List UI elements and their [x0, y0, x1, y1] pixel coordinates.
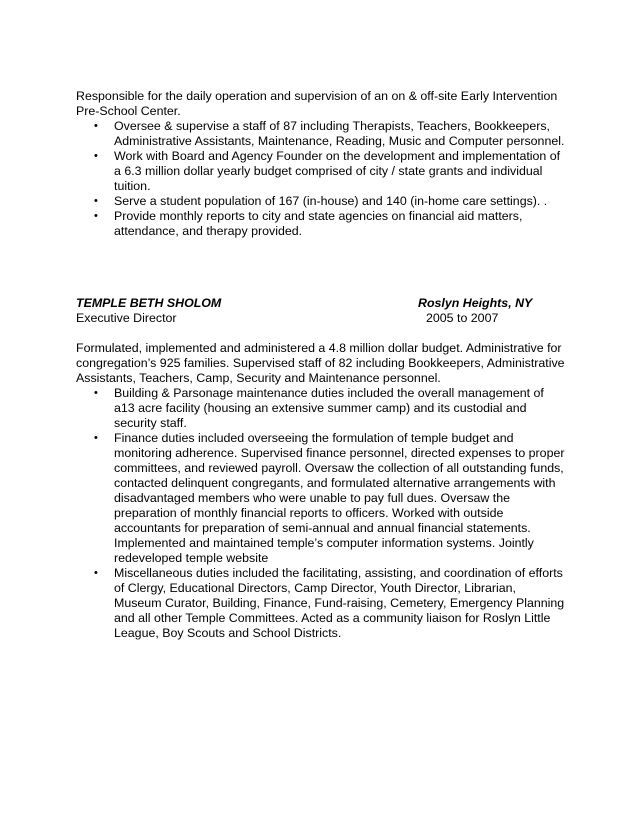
job-role-row — [76, 311, 566, 326]
list-item — [76, 566, 566, 641]
list-item-text: Serve a student population of 167 (in-house) and 140 (in-home care settings). . — [114, 194, 548, 208]
list-item-text: Oversee & supervise a staff of 87 including Therapists, Teachers, Bookkeepers, Administrative Assistants, Maintenance, Reading, Music and Computer personnel. — [114, 119, 565, 148]
intro-paragraph: Responsible for the daily operation and supervision of an on & off-site Early Intervention Pre-School Center. — [76, 89, 558, 118]
list-item — [76, 431, 566, 566]
bullet-icon: • — [94, 567, 98, 579]
job-summary: Formulated, implemented and administered a 4.8 million dollar budget. Administrative for congregation’s 925 families. Supervised staff of 82 including Bookkeepers, Administrative Assistants, Teachers, Camp, Security and Maintenance personnel. — [76, 341, 565, 385]
list-item — [76, 209, 566, 239]
temple-beth-sholom-section — [76, 296, 566, 641]
duties-list — [76, 386, 566, 641]
bullet-icon: • — [94, 195, 98, 207]
bullet-icon: • — [94, 210, 98, 222]
list-item — [76, 194, 566, 209]
list-item — [76, 386, 566, 431]
bullet-icon: • — [94, 387, 98, 399]
list-item — [76, 119, 566, 149]
organization-name: TEMPLE BETH SHOLOM — [76, 296, 222, 310]
bullet-icon: • — [94, 150, 98, 162]
list-item-text: Miscellaneous duties included the facilitating, assisting, and coordination of efforts of Clergy, Educational Directors, Camp Director, Youth Director, Librarian, Museum Curator, Building, Finance, Fund-raising, Cemetery, Emergency Planning and all other Temple Committees. Acted as a community liaison for Roslyn Little League, Boy Scouts and School Districts. — [114, 566, 565, 640]
list-item-text: Building & Parsonage maintenance duties included the overall management of a13 acre facility (housing an extensive summer camp) and its custodial and security staff. — [114, 386, 544, 430]
list-item-text: Finance duties included overseeing the formulation of temple budget and monitoring adherence. Supervised finance personnel, directed expenses to proper committees, and reviewed payroll. Oversaw the collection of all outstanding funds, contacted delinquent congregants, and formulated alternative arrangements with disadvantaged members who were unable to pay full dues. Oversaw the preparation of monthly financial reports to officers. Worked with outside accountants for preparation of semi-annual and annual financial statements. Implemented and maintained temple’s computer information systems. Jointly redeveloped temple website — [114, 431, 565, 565]
bullet-icon: • — [94, 432, 98, 444]
job-title: Executive Director — [76, 311, 177, 325]
responsibilities-list — [76, 119, 566, 239]
early-intervention-section — [76, 89, 566, 239]
list-item-text: Provide monthly reports to city and state agencies on financial aid matters, attendance, and therapy provided. — [114, 209, 523, 238]
job-location: Roslyn Heights, NY — [418, 296, 533, 310]
bullet-icon: • — [94, 120, 98, 132]
list-item — [76, 149, 566, 194]
list-item-text: Work with Board and Agency Founder on the development and implementation of a 6.3 million dollar yearly budget comprised of city / state grants and individual tuition. — [114, 149, 561, 193]
job-dates: 2005 to 2007 — [426, 311, 499, 325]
job-heading — [76, 296, 566, 311]
